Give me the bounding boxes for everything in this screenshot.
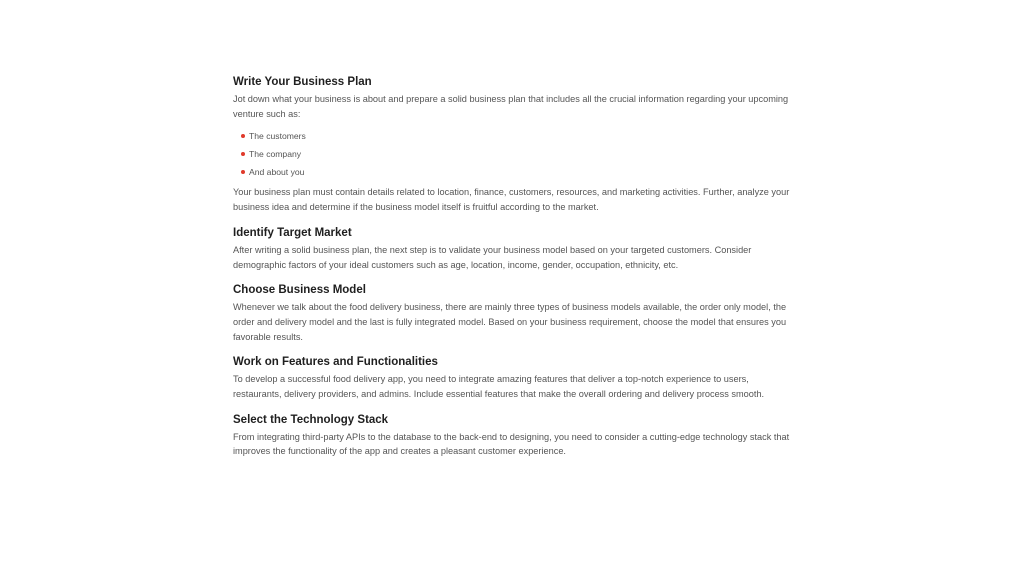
section-paragraph: Your business plan must contain details related to location, finance, customers, resources, and marketing activities. Further, analyze your business idea and determine if the business model itself is fruitful according to the market. [233,187,790,213]
list-item-text: And about you [249,167,305,178]
section-paragraph: After writing a solid business plan, the next step is to validate your business model based on your targeted customers. Consider demographic factors of your ideal customers such as age, location, income, gender, occupation, ethnicity, etc. [233,244,752,270]
section-paragraph: From integrating third-party APIs to the database to the back-end to designing, you need to consider a cutting-edge technology stack that improves the functionality of the app and creates a pleasant customer experience. [233,431,790,457]
list-item-text: The company [249,149,302,160]
list-item [241,127,793,145]
section-heading: Choose Business Model [233,284,366,297]
section-technology-stack [233,412,793,459]
section-features-functionalities [233,354,793,401]
section-paragraph: Whenever we talk about the food delivery business, there are mainly three types of business models available, the order only model, the order and delivery model and the last is fully integrated model. Based on your business requirement, choose the model that ensures you favorable results. [233,302,787,342]
section-choose-business-model [233,282,793,344]
section-write-business-plan [233,74,793,215]
bullet-dot-icon [241,152,245,156]
article [233,74,793,469]
section-paragraph: Jot down what your business is about and prepare a solid business plan that includes all the crucial information regarding your upcoming venture such as: [233,94,789,119]
list-item [241,145,793,163]
section-heading: Work on Features and Functionalities [233,356,438,369]
section-identify-target-market [233,225,793,272]
list-item-text: The customers [249,131,306,142]
section-heading: Select the Technology Stack [233,413,389,426]
section-paragraph: To develop a successful food delivery app, you need to integrate amazing features that deliver a top-notch experience to users, restaurants, delivery providers, and admins. Include essential features that make the overall ordering and delivery process smooth. [233,374,765,400]
list-item [241,163,793,181]
section-heading: Identify Target Market [233,226,352,239]
section-heading: Write Your Business Plan [233,76,372,88]
bullet-dot-icon [241,134,245,138]
bullet-list [233,127,793,181]
bullet-dot-icon [241,170,245,174]
